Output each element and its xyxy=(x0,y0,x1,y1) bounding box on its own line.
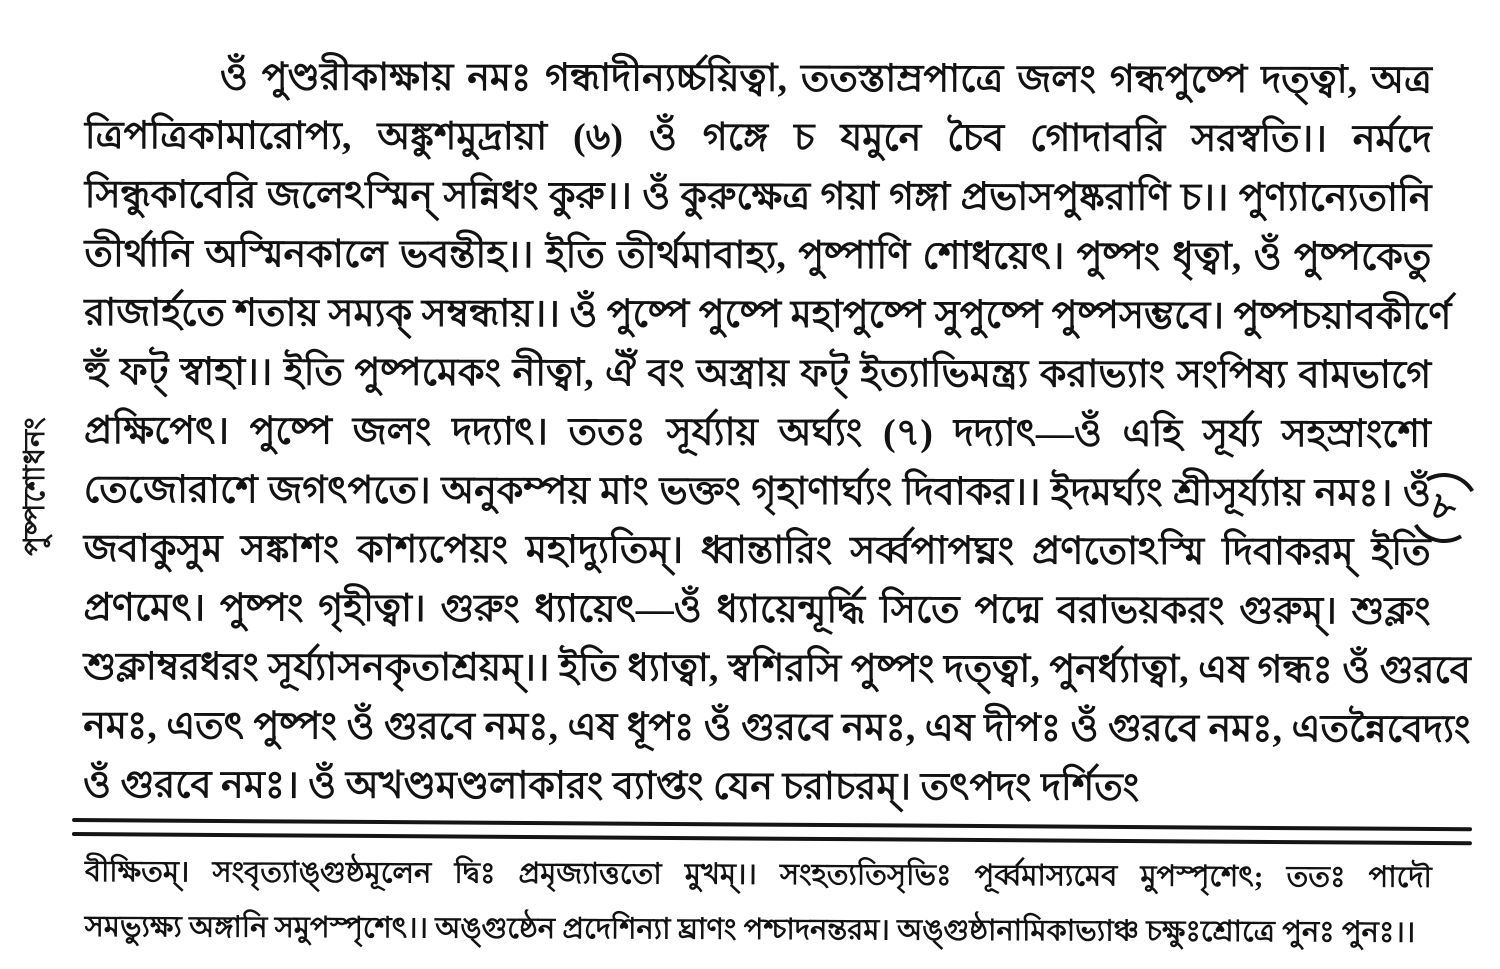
body-line-13: ওঁ গুরবে নমঃ। ওঁ অখণ্ডমণ্ডলাকারং ব্যাপ্তং যেন চরাচরম্। তৎপদং দর্শিতং xyxy=(83,763,1140,809)
body-line-3: সিন্ধুকাবেরি জলেঽস্মিন্ সন্নিধং কুরু।। ওঁ কুরুক্ষেত্র গয়া গঙ্গা প্রভাসপুষ্করাণি চ।। পুণ্যান্যেতানি xyxy=(84,173,1432,220)
body-line-5: রাজার্হতে শতায় সম্যক্ সম্বন্ধায়।। ওঁ পুষ্পে পুষ্পে মহাপুষ্পে সুপুষ্পে পুষ্পসম্ভবে। পুষ্পচয়াবকীর্ণে xyxy=(84,291,1452,338)
page-number: ৮ xyxy=(1426,485,1462,531)
main-text-block xyxy=(83,48,1471,819)
body-line-4: তীর্থানি অস্মিনকালে ভবন্তীহ।। ইতি তীর্থমাবাহ্য, পুষ্পাণি শোধয়েৎ। পুষ্পং ধৃত্বা, ওঁ পুষ্পকেতু xyxy=(84,232,1432,279)
body-line-9: জবাকুসুম সঙ্কাশং কাশ্যপেয়ং মহাদ্যুতিম্। ধ্বান্তারিং সর্ব্বপাপঘ্নং প্রণতোঽস্মি দিবাকরম্ ইতি xyxy=(83,527,1431,574)
separator-line-top xyxy=(72,818,1472,831)
body-line-11: শুক্লাম্বরধরং সূর্য্যাসনকৃতাশ্রয়ম্।। ইতি ধ্যাত্বা, স্বশিরসি পুষ্পং দত্ত্বা, পুনর্ধ্যাত্বা, এষ গন্ধঃ ওঁ গুরবে xyxy=(83,645,1471,692)
body-line-10: প্রণমেৎ। পুষ্পং গৃহীত্বা। গুরুং ধ্যায়েৎ—ওঁ ধ্যায়েন্মূর্দ্ধি সিতে পদ্মে বরাভয়করং গুরুম্। শুক্লং xyxy=(83,586,1431,633)
separator-line-bottom xyxy=(72,832,1472,845)
body-line-8: তেজোরাশে জগৎপতে। অনুকম্পয় মাং ভক্তং গৃহাণার্ঘ্যং দিবাকর।। ইদমর্ঘ্যং শ্রীসূর্য্যায় নমঃ। ওঁ xyxy=(83,468,1431,515)
footnote-line-2: সমভ্যুক্ষ্য অঙ্গানি সমুপস্পৃশেৎ।। অঙ্গুষ্ঠেন প্রদেশিন্যা ঘ্রাণং পশ্চাদনন্তরম। অঙ্গুষ্ঠানামিকাভ্যাঞ্চ চক্ষুঃশ্রোত্রে পুনঃ পুনঃ।। xyxy=(84,910,1416,949)
footnote-block xyxy=(85,845,1432,961)
body-line-6: হুঁ ফট্ স্বাহা।। ইতি পুষ্পমেকং নীত্বা, ঐঁ বং অস্ত্রায় ফট্ ইত্যাভিমন্ত্র্য করাভ্যাং সংপিষ্য বামভাগে xyxy=(84,350,1432,397)
footnote-separator xyxy=(72,818,1472,845)
margin-note-vertical: পুষ্পশোধনং xyxy=(19,416,51,556)
footnote-line-1: বীক্ষিতম্। সংবৃত্যাঙ্গুষ্ঠমূলেন দ্বিঃ প্রমৃজ্যাত্ততো মুখম্।। সংহত্যতিসৃভিঃ পূর্ব্বমাস্যমেব মুপস্পৃশেৎ; ততঃ পাদৌ xyxy=(84,855,1432,894)
body-line-7: প্রক্ষিপেৎ। পুষ্পে জলং দদ্যাৎ। ততঃ সূর্য্যায় অর্ঘ্যং (৭) দদ্যাৎ—ওঁ এহি সূর্য্য সহস্রাংশো xyxy=(83,409,1432,456)
body-line-2: ত্রিপত্রিকামারোপ্য, অঙ্কুশমুদ্রায়া (৬) ওঁ গঙ্গে চ যমুনে চৈব গোদাবরি সরস্বতি।। নর্মদে xyxy=(84,114,1432,161)
body-line-1: ওঁ পুণ্ডরীকাক্ষায় নমঃ গন্ধাদীন্যর্চ্চয়িত্বা, ততস্তাম্রপাত্রে জলং গন্ধপুষ্পে দত্ত্বা, অত্র xyxy=(219,56,1432,102)
body-line-12: নমঃ, এতৎ পুষ্পং ওঁ গুরবে নমঃ, এষ ধূপঃ ওঁ গুরবে নমঃ, এষ দীপঃ ওঁ গুরবে নমঃ, এতন্নৈবেদ্যং xyxy=(83,704,1471,751)
